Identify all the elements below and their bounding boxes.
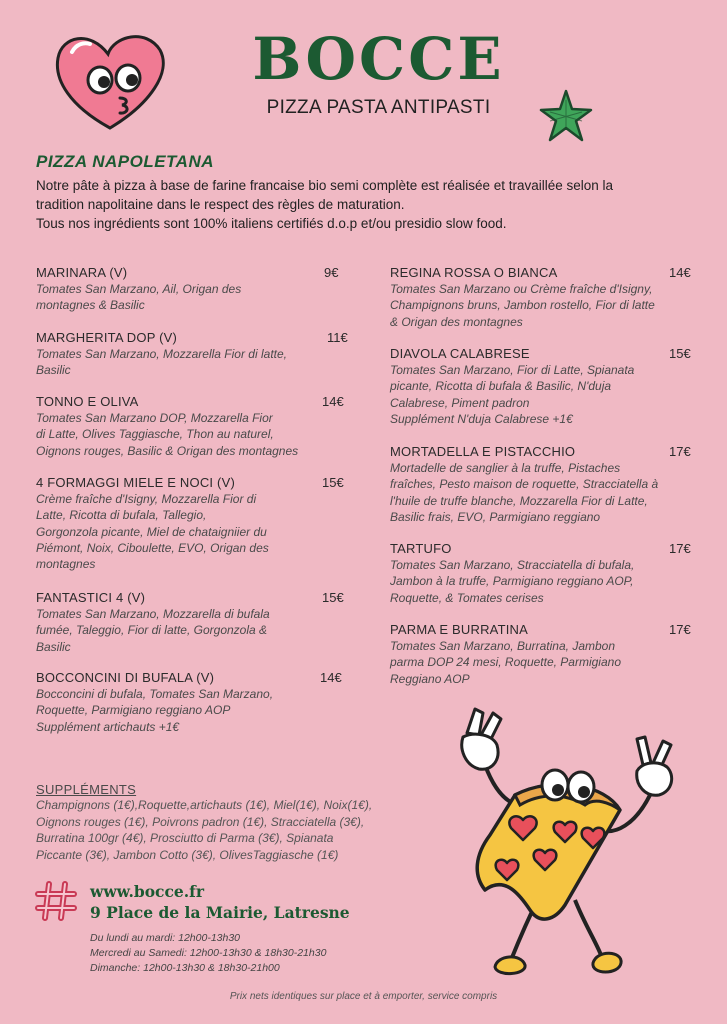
footer-note: Prix nets identiques sur place et à emporter, service compris (229, 991, 498, 1002)
intro-line: Tous nos ingrédients sont 100% italiens certifiés d.o.p et/ou presidio slow food. (36, 216, 507, 231)
item-name: MARINARA (V) (36, 265, 128, 280)
item-name: BOCCONCINI DI BUFALA (V) (36, 670, 215, 685)
menu-item-4-formaggi (36, 475, 346, 572)
intro-line: Notre pâte à pizza à base de farine francaise bio semi complète est réalisée et travaillée selon la (36, 178, 614, 193)
intro-text (36, 176, 706, 233)
hours-line: Du lundi au mardi: 12h00-13h30 (90, 932, 241, 944)
item-name: REGINA ROSSA O BIANCA (390, 265, 558, 280)
item-desc: Tomates San Marzano, Burratina, Jambon parma DOP 24 mesi, Roquette, Parmigiano Reggiano AOP (390, 639, 621, 686)
item-price: 9€ (324, 265, 339, 280)
section-title: PIZZA NAPOLETANA (36, 152, 214, 171)
intro-line: tradition napolitaine dans le respect des règles de maturation. (36, 197, 405, 212)
item-price: 15€ (322, 590, 344, 605)
pizza-mascot-icon (445, 705, 695, 980)
menu-item-bocconcini (36, 670, 346, 735)
item-desc: Tomates San Marzano, Mozzarella Fior di latte, Basilic (36, 347, 287, 378)
menu-item-parma (390, 622, 700, 687)
item-price: 17€ (669, 444, 691, 459)
item-name: 4 FORMAGGI MIELE E NOCI (V) (36, 475, 235, 490)
item-price: 14€ (322, 394, 344, 409)
item-desc: Tomates San Marzano DOP, Mozzarella Fior di Latte, Olives Taggiasche, Thon au naturel, Oignons rouges, Basilic & Origan des montagnes (36, 411, 299, 458)
menu-item-margherita (36, 330, 346, 379)
item-name: DIAVOLA CALABRESE (390, 346, 530, 361)
menu-item-mortadella (390, 444, 700, 525)
menu-item-tonno (36, 394, 346, 459)
address: 9 Place de la Mairie, Latresne (90, 903, 350, 922)
menu-item-fantastici (36, 590, 346, 655)
item-price: 15€ (322, 475, 344, 490)
item-price: 11€ (327, 330, 348, 345)
item-desc: Bocconcini di bufala, Tomates San Marzano, Roquette, Parmigiano reggiano AOP Supplément artichauts +1€ (36, 687, 274, 734)
website-link[interactable]: www.bocce.fr (90, 882, 205, 901)
menu-item-marinara (36, 265, 346, 314)
supplements-list: Champignons (1€),Roquette,artichauts (1€), Miel(1€), Noix(1€), Oignons rouges (1€), Poivrons padron (1€), Stracciatella (3€), Burratina 100gr (4€), Prosciutto di Parma (3€), Spianata Piccante (3€), Jambon Cotto (3€), OlivesTaggiasche (1€) (36, 798, 373, 862)
item-desc: Tomates San Marzano, Mozzarella di bufala fumée, Taleggio, Fior di latte, Gorgonzola & Basilic (36, 607, 270, 654)
supplements-title: SUPPLÉMENTS (36, 782, 137, 797)
item-desc: Tomates San Marzano ou Crème fraîche d'Isigny, Champignons bruns, Jambon rostello, Fior di latte & Origan des montagnes (390, 282, 655, 329)
item-desc: Tomates San Marzano, Fior di Latte, Spianata picante, Ricotta di bufala & Basilic, N'duja Calabrese, Piment padron Supplément N'duja Calabrese +1€ (390, 363, 635, 426)
item-name: TONNO E OLIVA (36, 394, 139, 409)
hashtag-icon (34, 880, 78, 922)
item-name: TARTUFO (390, 541, 452, 556)
item-desc: Crème fraîche d'Isigny, Mozzarella Fior di Latte, Ricotta di bufala, Tallegio, Gorgonzola picante, Miel de chataigniier du Piémont, Noix, Ciboulette, EVO, Origan des montagnes (36, 492, 269, 572)
menu-item-regina (390, 265, 700, 330)
hours-line: Dimanche: 12h00-13h30 & 18h30-21h00 (90, 962, 280, 974)
item-price: 14€ (669, 265, 691, 280)
star-icon (538, 88, 594, 144)
item-name: FANTASTICI 4 (V) (36, 590, 146, 605)
hours-line: Mercredi au Samedi: 12h00-13h30 & 18h30-21h30 (90, 947, 327, 959)
opening-hours (90, 931, 326, 976)
item-price: 17€ (669, 541, 691, 556)
menu-item-tartufo (390, 541, 700, 606)
item-price: 17€ (669, 622, 691, 637)
item-name: PARMA E BURRATINA (390, 622, 528, 637)
item-desc: Tomates San Marzano, Ail, Origan des montagnes & Basilic (36, 282, 242, 313)
item-price: 14€ (320, 670, 342, 685)
item-desc: Tomates San Marzano, Stracciatella di bufala, Jambon à la truffe, Parmigiano reggiano AOP, Roquette, & Tomates cerises (390, 558, 635, 605)
brand-title: BOCCE (252, 25, 505, 93)
item-name: MARGHERITA DOP (V) (36, 330, 178, 345)
tagline: PIZZA PASTA ANTIPASTI (266, 97, 491, 118)
item-price: 15€ (669, 346, 691, 361)
item-name: MORTADELLA E PISTACCHIO (390, 444, 576, 459)
menu-item-diavola (390, 346, 700, 427)
item-desc: Mortadelle de sanglier à la truffe, Pistaches fraîches, Pesto maison de roquette, Stracciatella à l'huile de truffe blanche, Mozzarella Fior di Latte, Basilic frais, EVO, Parmigiano reggiano (390, 461, 659, 524)
